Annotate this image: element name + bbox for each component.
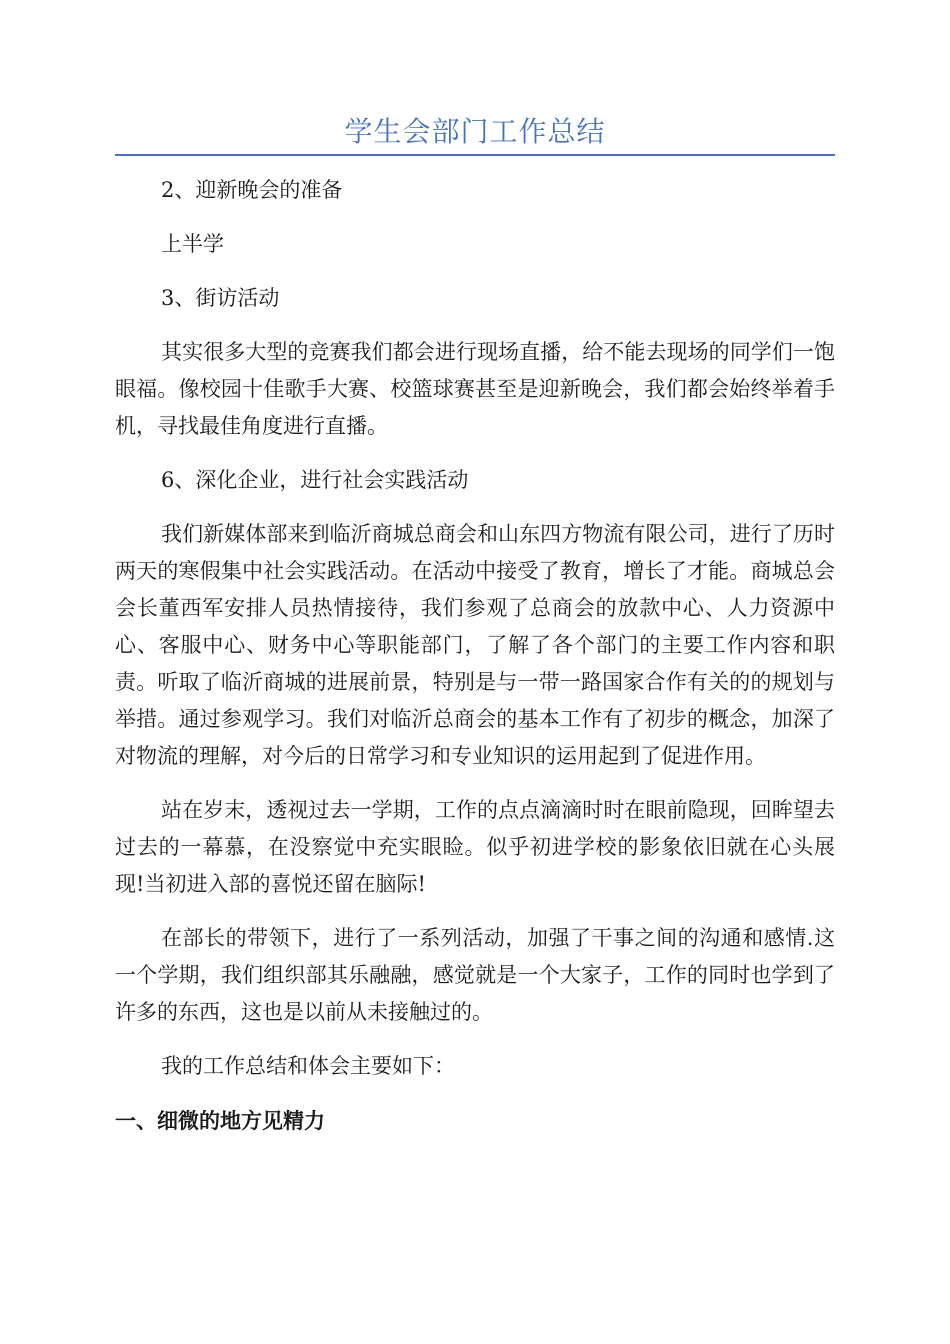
section-item-6: 6、深化企业，进行社会实践活动	[161, 468, 469, 492]
section-item-semester: 上半学	[161, 232, 224, 256]
document-body	[115, 172, 835, 1139]
paragraph-year-end: 站在岁末，透视过去一学期，工作的点点滴滴时时在眼前隐现，回眸望去过去的一幕慕，在没察觉中充实眼睑。似乎初进学校的影象依旧就在心头展现!当初进入部的喜悦还留在脑际!	[115, 798, 835, 896]
document-title: 学生会部门工作总结	[344, 115, 606, 148]
section-item-2: 2、迎新晚会的准备	[161, 178, 343, 202]
title-underline	[115, 154, 835, 156]
paragraph-livestream: 其实很多大型的竞赛我们都会进行现场直播，给不能去现场的同学们一饱眼福。像校园十佳歌手大赛、校篮球赛甚至是迎新晚会，我们都会始终举着手机，寻找最佳角度进行直播。	[115, 340, 835, 438]
paragraph-summary-intro: 我的工作总结和体会主要如下：	[161, 1054, 455, 1078]
paragraph-social-practice: 我们新媒体部来到临沂商城总商会和山东四方物流有限公司，进行了历时两天的寒假集中社会实践活动。在活动中接受了教育，增长了才能。商城总会会长董西军安排人员热情接待，我们参观了总商会的放款中心、人力资源中心、客服中心、财务中心等职能部门，了解了各个部门的主要工作内容和职责。听取了临沂商城的进展前景，特别是与一带一路国家合作有关的的规划与举措。通过参观学习。我们对临沂总商会的基本工作有了初步的概念，加深了对物流的理解，对今后的日常学习和专业知识的运用起到了促进作用。	[115, 522, 835, 768]
section-item-3: 3、街访活动	[161, 286, 280, 310]
section-heading-1: 一、细微的地方见精力	[115, 1108, 325, 1133]
paragraph-department-life: 在部长的带领下，进行了一系列活动，加强了干事之间的沟通和感情.这一个学期，我们组织部其乐融融，感觉就是一个大家子，工作的同时也学到了许多的东西，这也是以前从未接触过的。	[115, 926, 835, 1024]
